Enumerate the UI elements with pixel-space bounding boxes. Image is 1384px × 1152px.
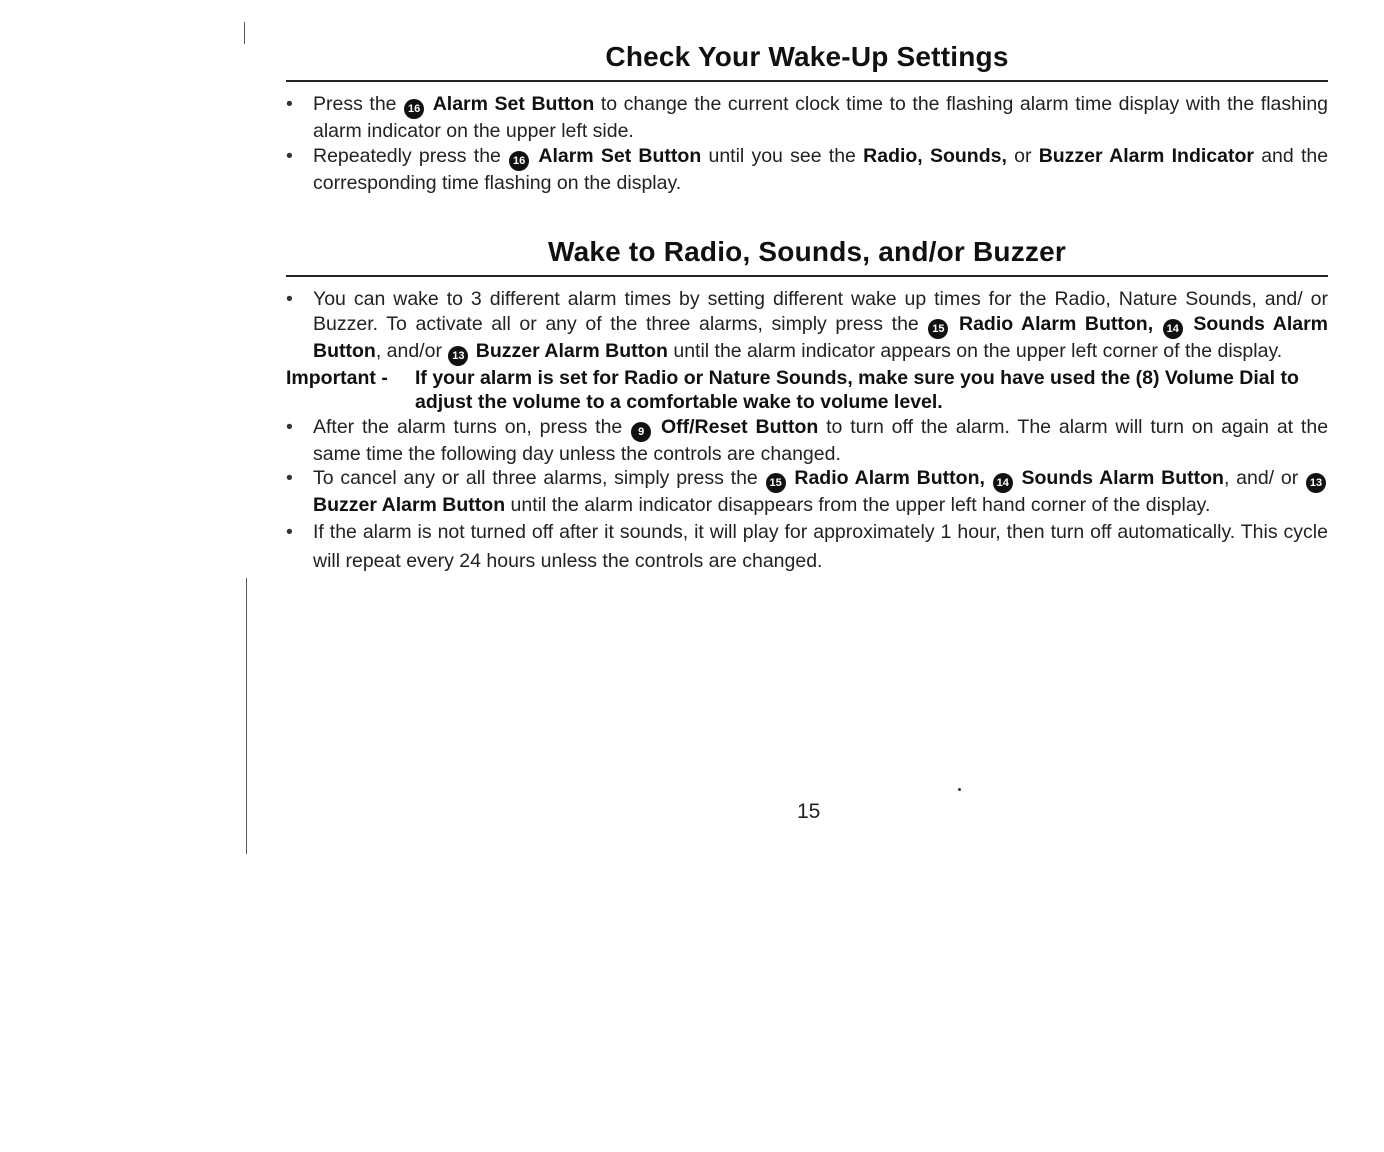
number-13-icon: 13: [448, 346, 468, 366]
number-15-icon: 15: [766, 473, 786, 493]
bullet-list: [286, 415, 1328, 576]
number-16-icon: 16: [404, 99, 424, 119]
important-text: If your alarm is set for Radio or Nature Sounds, make sure you have used the (8) Volume Dial to adjust the volume to a comfortable wake to volume level.: [415, 366, 1299, 413]
list-item: • If the alarm is not turned off after it sounds, it will play for approximately 1 hour, then turn off automatically. This cycle will repeat every 24 hours unless the controls are changed.: [286, 518, 1328, 576]
number-14-icon: 14: [1163, 319, 1183, 339]
list-item: • You can wake to 3 different alarm times by setting different wake up times for the Radio, Nature Sounds, and/ or Buzzer. To activate all or any of the three alarms, simply press the 15 Radio Alarm Button, 14 Sounds Alarm Button, and/or 13 Buzzer Alarm Button until the alarm indicator appears on the upper left corner of the display.: [286, 287, 1328, 366]
list-item: • To cancel any or all three alarms, simply press the 15 Radio Alarm Button, 14 Sounds Alarm Button, and/ or 13 Buzzer Alarm Button until the alarm indicator disappears from the upper left hand corner of the display.: [286, 466, 1328, 518]
number-9-icon: 9: [631, 422, 651, 442]
section-title: Wake to Radio, Sounds, and/or Buzzer: [548, 236, 1066, 267]
number-13-icon: 13: [1306, 473, 1326, 493]
number-15-icon: 15: [928, 319, 948, 339]
section-title: Check Your Wake-Up Settings: [605, 41, 1009, 72]
bullet-list: [286, 92, 1328, 195]
number-14-icon: 14: [993, 473, 1013, 493]
page-number: 15: [797, 800, 821, 823]
manual-page: [286, 38, 1328, 576]
bullet-list: [286, 287, 1328, 366]
list-item: • Press the 16 Alarm Set Button to change the current clock time to the flashing alarm time display with the flashing alarm indicator on the upper left side.: [286, 92, 1328, 144]
speck: [958, 788, 961, 791]
section-wake-to-radio-sounds-buzzer: [286, 233, 1328, 576]
important-note: [286, 366, 1328, 415]
number-16-icon: 16: [509, 151, 529, 171]
section-rule: [286, 80, 1328, 82]
margin-line-top: [244, 22, 245, 44]
section-rule: [286, 275, 1328, 277]
section-check-wake-up-settings: [286, 38, 1328, 195]
list-item: • After the alarm turns on, press the 9 Off/Reset Button to turn off the alarm. The alarm will turn on again at the same time the following day unless the controls are changed.: [286, 415, 1328, 467]
margin-line-bottom: [246, 578, 247, 854]
list-item: • Repeatedly press the 16 Alarm Set Button until you see the Radio, Sounds, or Buzzer Alarm Indicator and the corresponding time flashing on the display.: [286, 144, 1328, 196]
important-label: Important -: [286, 366, 388, 389]
